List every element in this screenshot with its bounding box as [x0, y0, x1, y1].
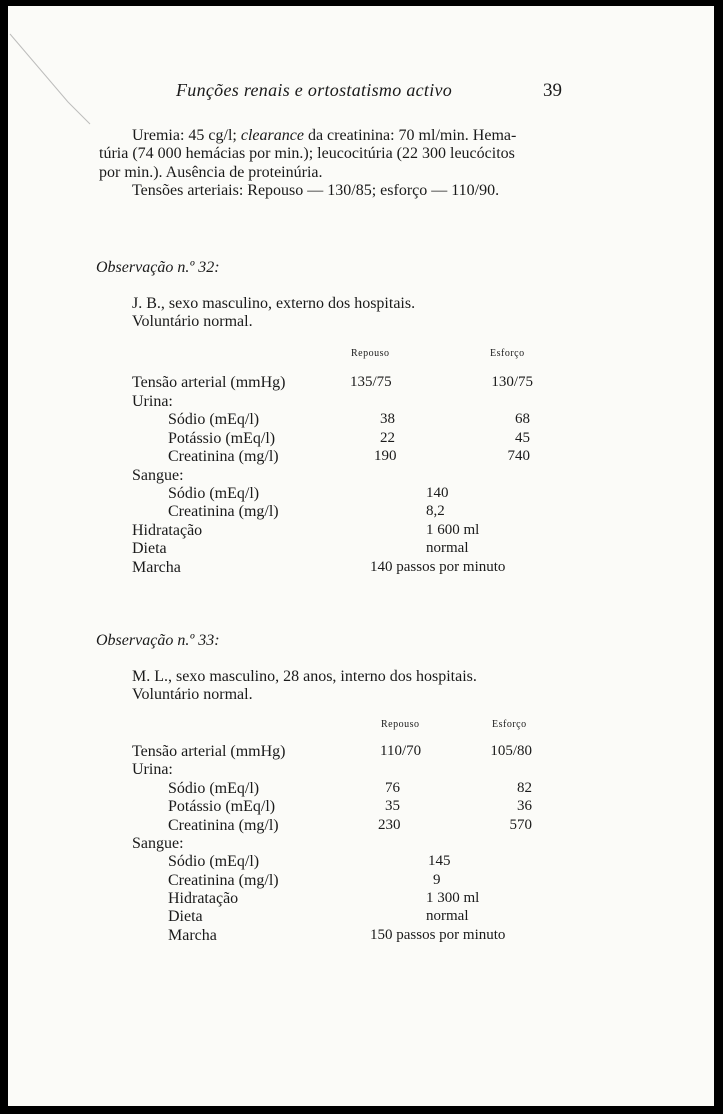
obs33-row-effort: 570 — [509, 817, 532, 833]
obs33-col-effort-header: Esforço — [492, 719, 527, 730]
intro-line-3: por min.). Ausência de proteinúria. — [99, 164, 323, 181]
obs33-urine-heading: Urina: — [132, 761, 173, 778]
obs32-row-label: Potássio (mEq/l) — [168, 430, 276, 447]
obs33-row-value: 150 passos por minuto — [370, 927, 506, 943]
obs32-col-effort-header: Esforço — [490, 348, 525, 359]
obs33-row-value: 145 — [428, 853, 451, 869]
obs33-row-effort: 82 — [517, 780, 532, 796]
obs32-row-value: 1 600 ml — [426, 522, 480, 538]
intro-line-1 — [132, 127, 516, 145]
obs33-row-effort: 105/80 — [490, 743, 532, 759]
obs33-row-value: 9 — [433, 872, 441, 888]
obs32-row-rest: 38 — [380, 411, 395, 427]
obs33-title: Observação n.º 33: — [96, 632, 220, 649]
obs33-row-label: Potássio (mEq/l) — [168, 798, 276, 815]
obs32-blood-heading: Sangue: — [132, 467, 184, 484]
obs33-subject-status: Voluntário normal. — [132, 686, 253, 703]
intro-line-4: Tensões arteriais: Repouso — 130/85; esforço — 110/90. — [132, 182, 500, 199]
obs32-row-effort: 45 — [515, 430, 530, 446]
obs33-row-label: Sódio (mEq/l) — [168, 853, 260, 870]
obs33-row-label: Hidratação — [168, 890, 239, 907]
obs32-row-value: 8,2 — [426, 503, 445, 519]
obs33-row-label: Sódio (mEq/l) — [168, 780, 260, 797]
obs33-col-rest-header: Repouso — [381, 719, 420, 730]
obs33-row-effort: 36 — [517, 798, 532, 814]
book-page — [8, 6, 714, 1106]
obs32-urine-heading: Urina: — [132, 393, 173, 410]
obs32-row-label: Hidratação — [132, 522, 203, 539]
obs32-row-label: Tensão arterial (mmHg) — [132, 374, 286, 391]
obs32-row-rest: 22 — [380, 430, 395, 446]
obs32-row-rest: 135/75 — [350, 374, 392, 390]
obs32-row-effort: 740 — [507, 448, 530, 464]
obs32-title: Observação n.º 32: — [96, 259, 220, 276]
intro-line-1a: Uremia: 45 cg/l; — [132, 127, 241, 144]
running-title: Funções renais e ortostatismo activo — [176, 80, 453, 100]
obs33-subject: M. L., sexo masculino, 28 anos, interno dos hospitais. — [132, 668, 477, 685]
obs33-row-label: Creatinina (mg/l) — [168, 817, 279, 834]
obs33-row-rest: 35 — [385, 798, 400, 814]
obs32-row-effort: 130/75 — [491, 374, 533, 390]
obs33-row-label: Creatinina (mg/l) — [168, 872, 279, 889]
obs32-row-effort: 68 — [515, 411, 530, 427]
intro-clearance-term: clearance — [240, 127, 304, 144]
obs33-row-label: Tensão arterial (mmHg) — [132, 743, 286, 760]
obs32-col-rest-header: Repouso — [351, 348, 390, 359]
obs32-row-label: Sódio (mEq/l) — [168, 411, 260, 428]
obs33-row-label: Dieta — [168, 908, 203, 925]
obs33-row-value: normal — [426, 908, 469, 924]
obs32-row-label: Marcha — [132, 559, 181, 576]
obs32-subject: J. B., sexo masculino, externo dos hospitais. — [132, 295, 416, 312]
intro-line-1b: da creatinina: 70 ml/min. Hema- — [303, 127, 517, 144]
obs33-row-value: 1 300 ml — [426, 890, 480, 906]
intro-line-2: túria (74 000 hemácias por min.); leucocitúria (22 300 leucócitos — [99, 145, 515, 162]
obs32-row-label: Dieta — [132, 540, 167, 557]
obs32-row-label: Creatinina (mg/l) — [168, 503, 279, 520]
obs32-row-label: Creatinina (mg/l) — [168, 448, 279, 465]
obs33-row-rest: 230 — [378, 817, 401, 833]
obs33-blood-heading: Sangue: — [132, 835, 184, 852]
obs32-subject-status: Voluntário normal. — [132, 313, 253, 330]
obs33-row-rest: 110/70 — [380, 743, 422, 759]
obs33-row-rest: 76 — [385, 780, 400, 796]
obs32-row-value: normal — [426, 540, 469, 556]
page-number: 39 — [543, 80, 562, 101]
obs33-row-label: Marcha — [168, 927, 217, 944]
obs32-row-label: Sódio (mEq/l) — [168, 485, 260, 502]
obs32-row-rest: 190 — [374, 448, 397, 464]
obs32-row-value: 140 — [426, 485, 449, 501]
obs32-row-value: 140 passos por minuto — [370, 559, 506, 575]
